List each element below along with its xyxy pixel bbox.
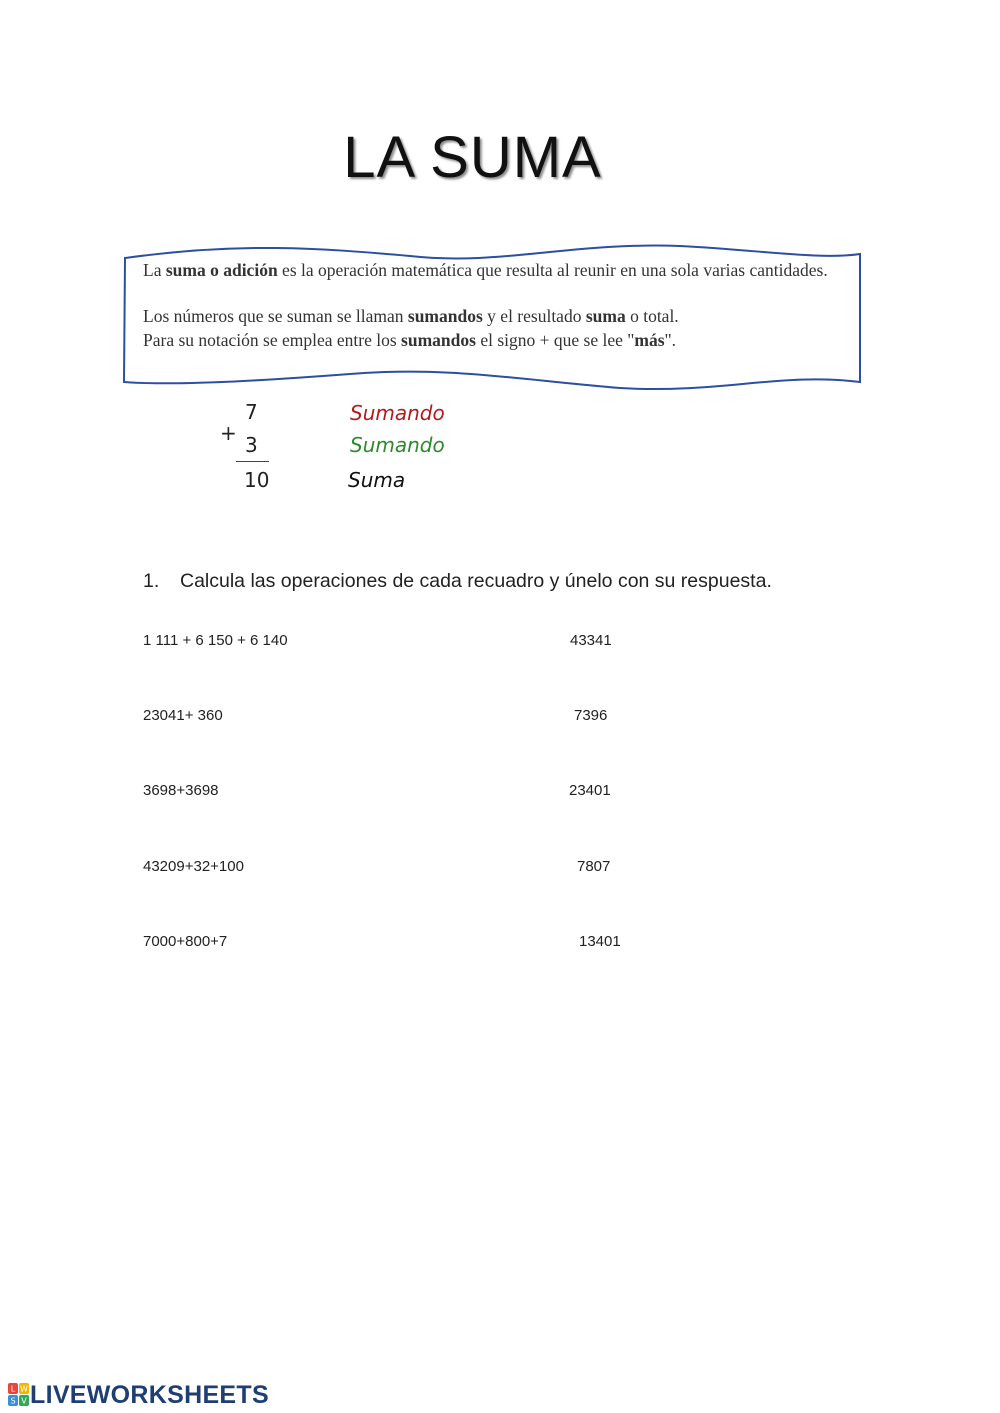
operation-item[interactable]: 1 111 + 6 150 + 6 140 — [143, 632, 288, 649]
operation-item[interactable]: 3698+3698 — [143, 782, 219, 799]
definition-paragraph-2: Los números que se suman se llaman sumandos y el resultado suma o total. — [143, 306, 679, 326]
example-addend-2: 3 — [245, 433, 258, 457]
operation-item[interactable]: 23041+ 360 — [143, 707, 223, 724]
logo-letter: S — [10, 1396, 16, 1406]
answer-item[interactable]: 13401 — [579, 933, 621, 950]
exercise-number: 1. — [143, 570, 160, 592]
example-label-addend-2: Sumando — [350, 433, 445, 457]
answer-item[interactable]: 7396 — [574, 707, 608, 724]
liveworksheets-logo-icon — [8, 1383, 30, 1407]
example-plus-sign: + — [220, 421, 237, 445]
definition-paragraph-3: Para su notación se emplea entre los sumandos el signo + que se lee "más". — [143, 330, 677, 350]
example-addend-1: 7 — [245, 400, 258, 424]
brand-name: LIVEWORKSHEETS — [30, 1380, 269, 1409]
example-label-sum: Suma — [348, 468, 406, 492]
definition-text — [143, 258, 848, 352]
operation-item[interactable]: 43209+32+100 — [143, 858, 244, 875]
logo-letter: W — [20, 1384, 28, 1394]
example-label-addend-1: Sumando — [350, 401, 445, 425]
operation-item[interactable]: 7000+800+7 — [143, 933, 228, 950]
liveworksheets-logo — [8, 1380, 269, 1410]
answer-item[interactable]: 7807 — [577, 858, 611, 875]
page-title: LA SUMA — [343, 125, 602, 190]
exercise-instruction-text: Calcula las operaciones de cada recuadro y únelo con su respuesta. — [180, 570, 772, 592]
logo-letter: L — [10, 1384, 16, 1394]
answer-item[interactable]: 43341 — [570, 632, 612, 649]
logo-letter: V — [21, 1396, 27, 1406]
exercise-instruction — [143, 570, 772, 593]
example-sum-line — [236, 461, 269, 462]
example-result: 10 — [244, 468, 270, 492]
answer-item[interactable]: 23401 — [569, 782, 611, 799]
definition-paragraph-1: La suma o adición es la operación matemática que resulta al reunir en una sola varias cantidades. — [143, 260, 828, 280]
